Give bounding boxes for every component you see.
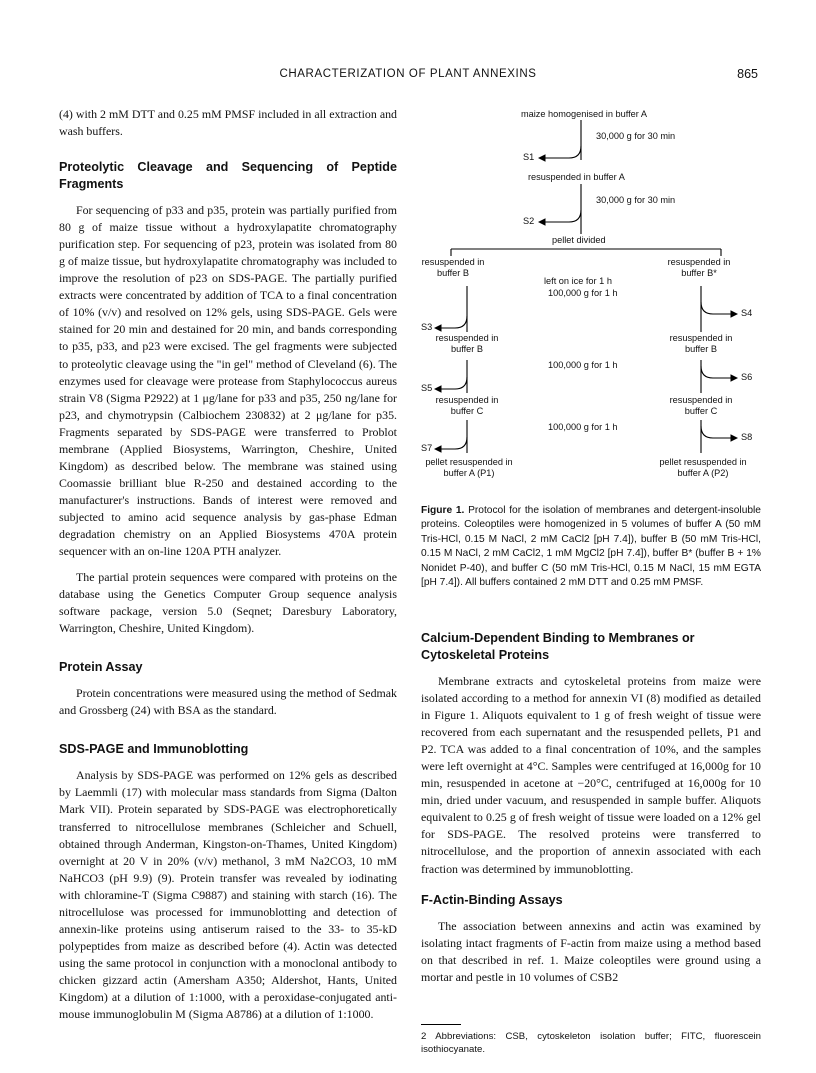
flow-text-line: buffer B [450,344,483,354]
flow-right-resusp-b2 [661,333,741,355]
section-title-calcium-binding [421,630,761,664]
flow-text-line: resuspended in [669,333,733,343]
flowchart-lines [421,106,761,496]
caption-text: Protocol for the isolation of membranes and detergent-insoluble proteins. Coleoptiles were homogenized in 5 volumes of buffer A (50 mM Tris-HCl, 0.15 M NaCl, 2 mM CaCl2 [pH 7.4]), buffer B (50 mM Tris-HCl, 0.15 M NaCl, 2 mM CaCl2, 1 mM MgCl2 [pH 7.4]), buffer B* (buffer B + 1% Nonidet P-40), and buffer C (50 mM Tris-HCl, 0.15 M NaCl, 15 mM EGTA [pH 7.4]). All buffers contained 2 mM DTT and 0.25 mM PMSF. [421,505,761,589]
paragraph-protein-assay: Protein concentrations were measured using the method of Sedmak and Grossberg (24) with BSA as the standard. [59,686,397,718]
flow-text-line: buffer C [684,406,718,416]
page-number: 865 [737,67,758,81]
intro-paragraph: (4) with 2 mM DTT and 0.25 mM PMSF included in all extraction and wash buffers. [59,107,397,139]
flow-arrow-s4 [701,302,737,314]
flow-homog: maize homogenised in buffer A [521,109,647,119]
flow-s2: S2 [523,216,535,226]
paragraph-proteolytic-2: The partial protein sequences were compared with proteins on the database using the Genetics Computer Group sequence analysis software package, version 5.0 (Seqnet; Daresbury Laboratory, Warrington, Cheshire, United Kingdom). [59,570,397,636]
paragraph-f-actin: The association between annexins and actin was examined by isolating intact fragments of F-actin from maize using a method based on that described in ref. 1. Maize coleoptiles were ground using a mortar and pestle in 10 volumes of CSB2 [421,918,761,984]
flow-text-line: buffer B [684,344,717,354]
flow-text-line: resuspended in [421,257,485,267]
caption-label: Figure 1. [421,505,465,516]
flow-text-line: resuspended in [435,395,499,405]
flow-text-line: buffer A (P1) [443,468,495,478]
flow-right-resusp-bstar [659,257,739,279]
flow-arrow-s6 [701,366,737,378]
flow-arrow-s2 [539,210,581,222]
flow-left-resusp-b [417,257,489,279]
flow-arrow-s3 [435,316,467,328]
figure-1-caption [421,504,761,590]
footnote-rule [421,1024,461,1025]
flow-left-resusp-b2 [427,333,507,355]
flow-right-resusp-c [661,395,741,417]
flow-text-line: buffer C [450,406,484,416]
flow-s3: S3 [421,322,433,332]
flow-s5: S5 [421,383,433,393]
flow-ice: left on ice for 1 h [544,276,612,286]
flow-text-line: pellet resuspended in [659,457,747,467]
flow-text-line: buffer B [436,268,469,278]
left-column [59,106,397,1023]
flow-text-line: resuspended in [667,257,731,267]
paragraph-proteolytic-1: For sequencing of p33 and p35, protein was partially purified from 80 g of maize tissue without a hydroxylapatite chromatography purification step. For sequencing of p23, protein was isolated from 80 g of maize tissue, but hydroxylapatite chromatography was included to improve the resolution of p23 on SDS-PAGE. The partially purified extracts were concentrated by addition of TCA to a final concentration of 10% (v/v) and resolved on 12% gels, using SDS-PAGE. Gels were stained for 20 min and destained for 20 min, and bands corresponding to p35, p33, and p23 were excised. The gel fragments were subjected to proteolytic cleavage using the "in gel" method of Cleveland (6). The enzymes used for cleavage were protease from Staphylococcus aureus strain V8 (Sigma P2922) at 1 μg/lane for p33 and p35, 250 ng/lane for p23, and chymotrypsin (Calbiochem 230832) at 2 μg/lane for p35. Fragments separated by SDS-PAGE were transferred to Problot membrane (Applied Biosystems, Warrington, Cheshire, United Kingdom) as described below. The membrane was stained using Coomassie brilliant blue R-250 and destained according to the manufacturer's instructions. Bands of interest were removed and subjected to amino acid sequence analysis by gas-phase Edman degradation chemistry on an Applied Biosystems 470A protein sequencer with an on-line 120A PTH analyzer. [59,203,397,559]
flow-resusp-a: resuspended in buffer A [528,172,625,182]
flow-spin-2: 30,000 g for 30 min [596,195,676,205]
running-header [0,64,816,84]
flow-s7: S7 [421,443,433,453]
flow-s6: S6 [741,372,753,382]
section-title-proteolytic: Proteolytic Cleavage and Sequencing of Peptide Fragments [59,160,397,192]
section-title-sds-page: SDS-PAGE and Immunoblotting [59,742,249,757]
paragraph-calcium-binding: Membrane extracts and cytoskeletal proteins from maize were isolated according to a method for annexin VI (8) modified as detailed in Figure 1. Aliquots equivalent to 1 g of fresh weight of tissue were recovered from each supernatant and the resuspended pellets, P1 and P2. TCA was added to a final concentration of 10%, and the samples were left overnight at 4°C. Samples were centrifuged at 16,000g for 10 min, resuspended in acetone at −20°C, centrifuged at 16,000g for 10 min, dried under vacuum, and resuspended in sample buffer. Aliquots equivalent to 0.25 g of fresh weight of tissue were loaded on a 12% gel for SDS-PAGE. The resolved proteins were transferred to nitrocellulose, and the proportion of annexin associated with each fraction was determined by immunoblotting. [421,674,761,876]
flow-spin-4: 100,000 g for 1 h [548,360,618,370]
footnote-abbreviations: 2 Abbreviations: CSB, cytoskeleton isolation buffer; FITC, fluorescein isothiocyanate. [421,1031,761,1055]
flow-text-line: pellet resuspended in [425,457,513,467]
flow-spin-5: 100,000 g for 1 h [548,422,618,432]
flow-text-line: resuspended in [435,333,499,343]
flow-pellet-p1 [419,457,519,479]
paragraph-sds-page: Analysis by SDS-PAGE was performed on 12% gels as described by Laemmli (17) with molecular mass standards from Sigma (Dalton Mark VII). Protein separated by SDS-PAGE was electrophoretically transferred to nitrocellulose membranes (Schleicher and Schuell, obtained through Anderman, Kingston-on-Thames, United Kingdom) overnight at 20 V in 20% (v/v) methanol, 3 mM Na2CO3, 10 mM NaHCO3 (pH 9.9) (9). Protein transfer was revealed by iodinating with chloramine-T (Sigma C9887) and staining with starch (16). The nitrocellulose was processed for immunoblotting and detection of annexin-like proteins using antiserum raised to the 33- to 35-kD polypeptides from maize as described before (4). Actin was detected using the same protocol in conjunction with a monoclonal antibody to chicken gizzard actin (Amersham A350; Aldershot, Hants, United Kingdom) at a dilution of 1:1000, with a peroxidase-conjugated anti-mouse immunoglobulin M (Sigma A8786) at a dilution of 1:1000. [59,768,397,1022]
title-line: Cytoskeletal Proteins [421,648,550,662]
flow-s4: S4 [741,308,753,318]
flow-arrow-s8 [701,426,737,438]
flow-arrow-s5 [435,377,467,389]
flow-text-line: buffer B* [681,268,717,278]
flow-spin-1: 30,000 g for 30 min [596,131,676,141]
title-line: Calcium-Dependent Binding to Membranes or [421,631,695,645]
figure-1-flowchart [421,106,761,496]
section-title-f-actin: F-Actin-Binding Assays [421,892,563,907]
section-title-protein-assay: Protein Assay [59,660,143,675]
flow-s1: S1 [523,152,535,162]
running-title: CHARACTERIZATION OF PLANT ANNEXINS [279,68,537,80]
flow-arrow-s7 [435,437,467,449]
flow-left-resusp-c [427,395,507,417]
flow-text-line: resuspended in [669,395,733,405]
flow-text-line: buffer A (P2) [677,468,729,478]
flow-s8: S8 [741,432,753,442]
flow-pellet-p2 [653,457,753,479]
flow-spin-3: 100,000 g for 1 h [548,288,618,298]
right-column [421,630,761,986]
flow-arrow-s1 [539,146,581,158]
flow-pellet-divided: pellet divided [552,235,606,245]
